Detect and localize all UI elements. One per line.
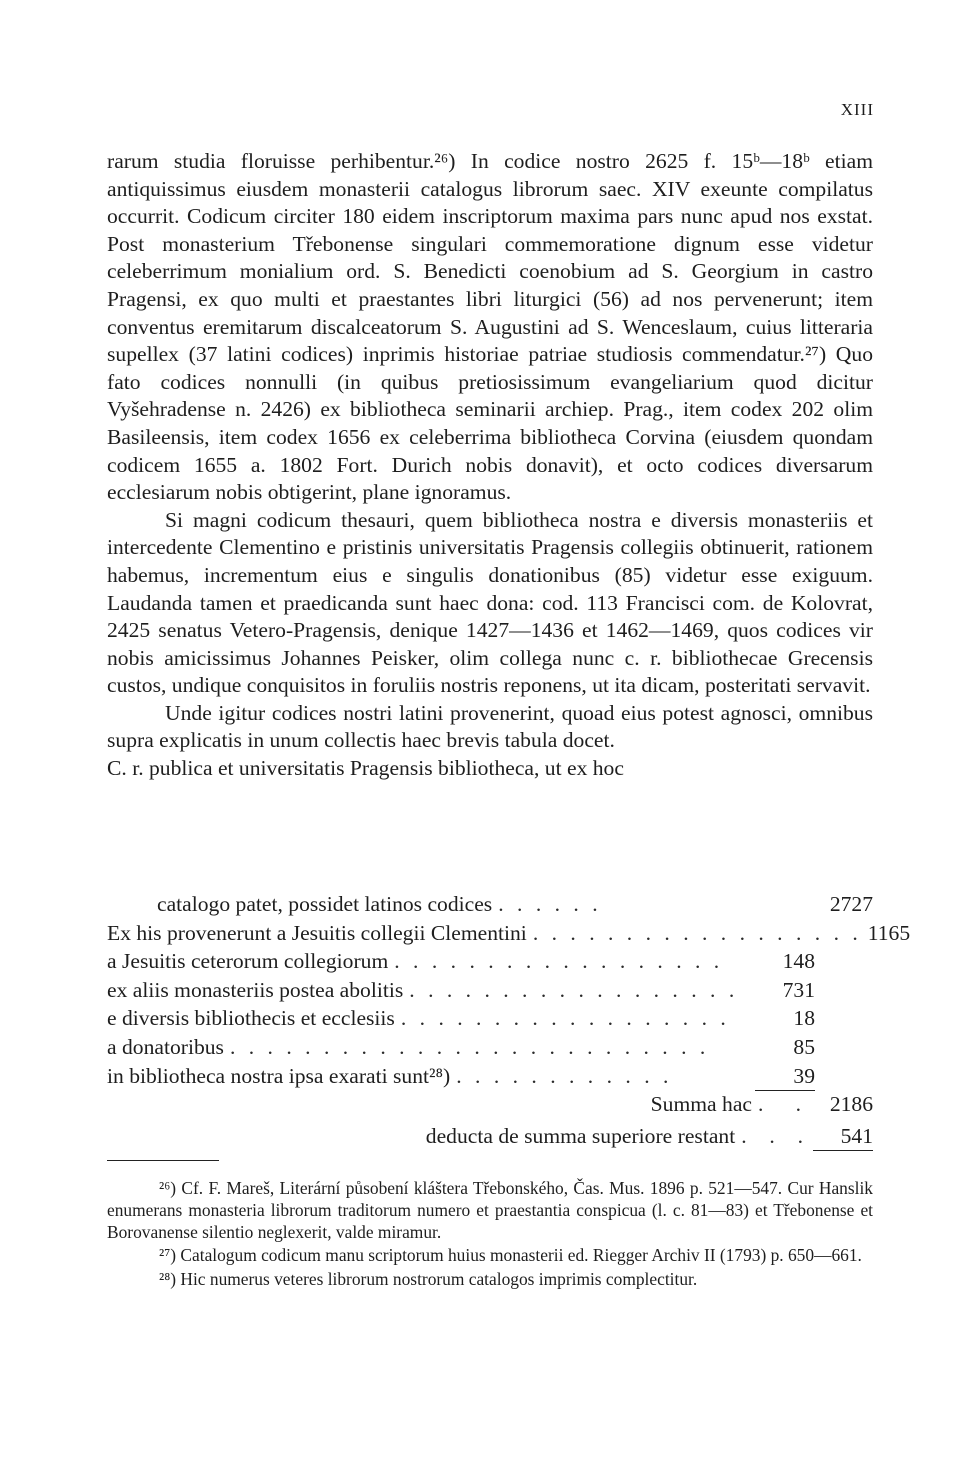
table-row [107,1035,873,1064]
row-value: 148 [782,949,815,974]
row-label: a donatoribus [107,1034,224,1059]
row-label: e diversis bibliothecis et ecclesiis [107,1006,395,1031]
leader-dots: . . . . . . [498,892,602,916]
sum-label: Summa hac [650,1092,752,1117]
table-row-sum [107,1092,873,1124]
leader-dots: . . [758,1092,805,1117]
row-label: Ex his provenerunt a Jesuitis collegii Clementini [107,920,527,945]
row-label: catalogo patet, possidet latinos codices [157,892,493,916]
table-row [107,978,873,1007]
footnote-26: ²⁶) Cf. F. Mareš, Literární působení kláštera Třebonského, Čas. Mus. 1896 p. 521—547. Cur Hanslik enumerans monasteria librorum traditorum numero et praestantia conspicua (l. c. 81—83) et Třebonense et Borovanense silentio neglexerit, valde miramur. [107,1178,873,1242]
leader-dots: . . . . . . . . . . . . . . . . . . [409,977,739,1002]
rest-label: deducta de summa superiore restant [425,1124,736,1149]
row-value: 2727 [829,892,873,916]
leader-dots: . . . . . . . . . . . . . . . . . . . . . . . . . . [229,1034,710,1059]
row-value: 1165 [867,920,911,945]
leader-dots: . . . . . . . . . . . . [456,1063,673,1088]
footnote-28: ²⁸) Hic numerus veteres librorum nostrorum catalogos imprimis complectitur. [159,1269,698,1290]
row-label: in bibliotheca nostra ipsa exarati sunt²⁸) [107,1063,451,1088]
footnote-27: ²⁷) Catalogum codicum manu scriptorum huius monasterii ed. Riegger Archiv II (1793) p. 650—661. [159,1245,862,1266]
page-number: XIII [840,100,874,119]
row-label: a Jesuitis ceterorum collegiorum [107,949,389,974]
paragraph-2: Si magni codicum thesauri, quem bibliotheca nostra e diversis monasteriis et intercedente Clementino e pristinis universitatis Pragensis collegiis obtinuerit, rationem habemus, incrementum eius e singulis donationibus (85) videtur esse exiguum. Laudanda tamen et praedicanda sunt haec dona: cod. 113 Francisci com. de Kolovrat, 2425 senatus Vetero-Pragensis, denique 1427—1436 et 1462—1469, quos codices vir nobis amicissimus Johannes Peisker, olim collega nunc c. r. bibliothecae Grecensis custos, undique conquisitos in foruliis nostris reponens, ut ita dicam, posteritati servavit. [107,507,873,698]
row-value: 18 [793,1006,815,1031]
row-value: 731 [782,977,815,1002]
table-row [107,920,911,950]
provenance-table [107,892,911,1156]
table-row [107,1064,873,1093]
footnote-separator [107,1160,219,1161]
leader-dots: . . . . . . . . . . . . . . . . . . [400,1006,730,1031]
paragraph-1: rarum studia floruisse perhibentur.²⁶) In codice nostro 2625 f. 15ᵇ—18ᵇ etiam antiquissimus eiusdem monasterii catalogus librorum saec. XIV exeunte compilatus occurrit. Codicum circiter 180 eidem inscriptorum maxima pars nunc apud nos exstat. Post monasterium Třebonense singulari commemoratione dignum esse videtur celeberrimum monialium ord. S. Benedicti coenobium ad S. Georgium in castro Pragensi, ex quo multi et praestantes libri liturgici (56) ad nos pervenerunt; item conventus eremitarum discalceatorum S. Augustini ad S. Wenceslaum, cuius litteraria supellex (37 latini codices) inprimis historiae patriae studiosis commendatur.²⁷) Quo fato codices nonnulli (in quibus pretiosissimum evangeliarium quod dicitur Vyšehradense n. 2426) ex bibliotheca seminarii archiep. Prag., item codex 202 olim Basileensis, item codex 1656 ex celeberrima bibliotheca Corvina (eiusdem quondam codicem 1655 a. 1802 Fort. Durich nobis donavit), et octo codices diversarum ecclesiarum nobis obtigerint, plane ignoramus. [107,149,873,505]
paragraph-4: C. r. publica et universitatis Pragensis bibliotheca, ut ex hoc [107,756,624,781]
main-text [107,148,873,783]
rest-value: 541 [813,1124,873,1151]
table-row-rest [107,1124,873,1156]
row-label: ex aliis monasteriis postea abolitis [107,977,404,1002]
leader-dots: . . . . . . . . . . . . . . . . . . [532,920,862,945]
row-value: 85 [793,1034,815,1059]
table-row [107,949,873,978]
leader-dots: . . . [741,1124,807,1149]
footnotes [107,1178,873,1293]
table-row [107,1006,873,1035]
paragraph-3: Unde igitur codices nostri latini provenerint, quoad eius potest agnosci, omnibus supra explicatis in unum collectis haec brevis tabula docet. [107,700,873,753]
sum-value: 2186 [829,1092,873,1117]
leader-dots: . . . . . . . . . . . . . . . . . . [394,949,724,974]
table-row-total [107,892,873,921]
row-value: 39 [755,1064,815,1091]
